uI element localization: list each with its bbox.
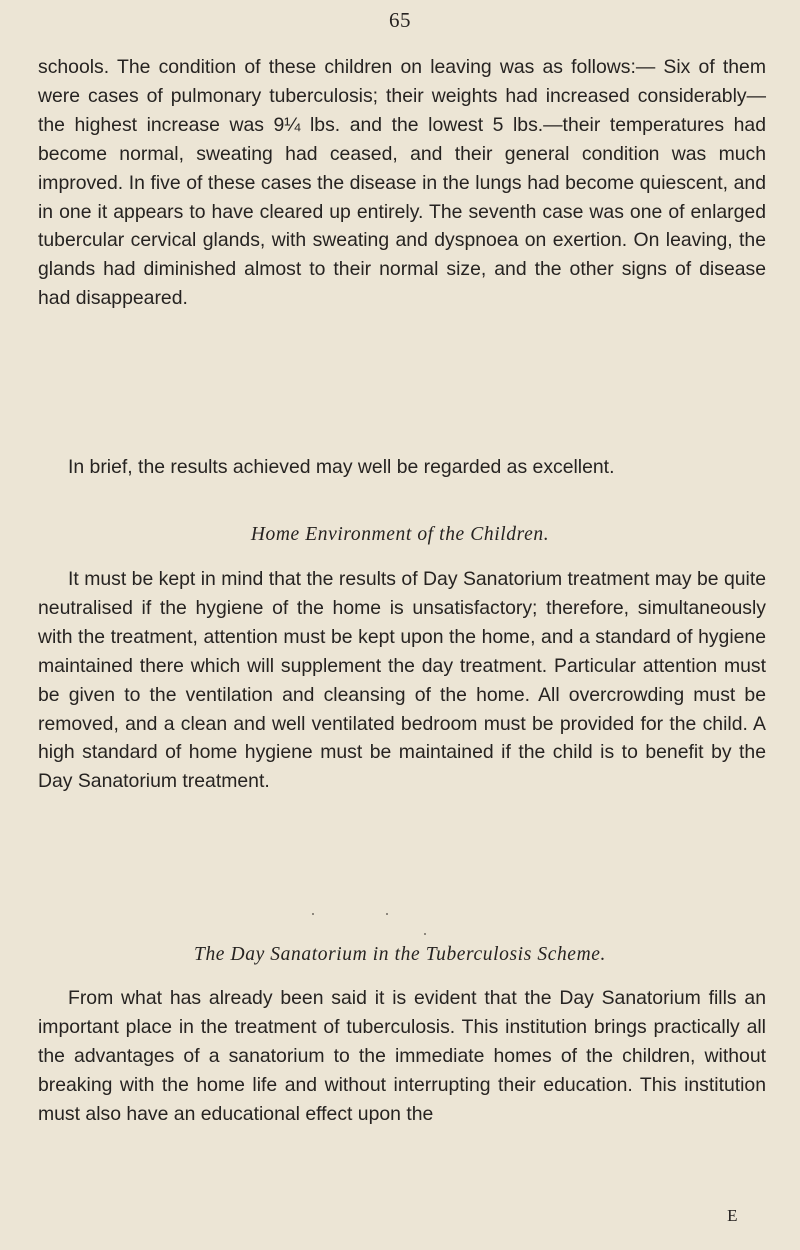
- paragraph-results-summary: [38, 453, 766, 482]
- paragraph-home-hygiene: [38, 565, 766, 796]
- paper-speck: [386, 913, 388, 915]
- paragraph-condition-on-leaving: [38, 53, 766, 313]
- paragraph-text: From what has already been said it is evident that the Day Sanatorium fills an important place in the treatment of tuberculosis. This institution brings practically all the advantages of a sanatorium to the immediate homes of the children, without breaking with the home life and without interrupting their education. This institution must also have an educational effect upon the: [38, 987, 766, 1125]
- section-heading-home-environment: Home Environment of the Children.: [250, 524, 550, 545]
- paragraph-day-sanatorium-role: [38, 984, 766, 1129]
- page-number: 65: [389, 8, 411, 32]
- paragraph-text: In brief, the results achieved may well be regarded as excellent.: [68, 456, 615, 478]
- paragraph-text: schools. The condition of these children on leaving was as follows:— Six of them were cases of pulmonary tuberculosis; their weights had increased considerably—the highest increase was 9¼ lbs. and the lowest 5 lbs.—their temperatures had become normal, sweating had ceased, and their general condition was much improved. In five of these cases the disease in the lungs had become quiescent, and in one it appears to have cleared up entirely. The seventh case was one of enlarged tubercular cervical glands, with sweating and dyspnoea on exertion. On leaving, the glands had diminished almost to their normal size, and the other signs of disease had disappeared.: [38, 56, 766, 310]
- signature-mark: E: [727, 1206, 738, 1225]
- section-heading-tuberculosis-scheme: The Day Sanatorium in the Tuberculosis Scheme.: [194, 944, 606, 965]
- paragraph-text: It must be kept in mind that the results of Day Sanatorium treatment may be quite neutralised if the hygiene of the home is unsatisfactory; therefore, simultaneously with the treatment, attention must be kept upon the home, and a standard of hygiene maintained there which will supplement the day treatment. Particular attention must be given to the ventilation and cleansing of the home. All overcrowding must be removed, and a clean and well ventilated bedroom must be provided for the child. A high standard of home hygiene must be maintained if the child is to benefit by the Day Sanatorium treatment.: [38, 568, 766, 793]
- paper-speck: [424, 933, 426, 935]
- paper-speck: [312, 913, 314, 915]
